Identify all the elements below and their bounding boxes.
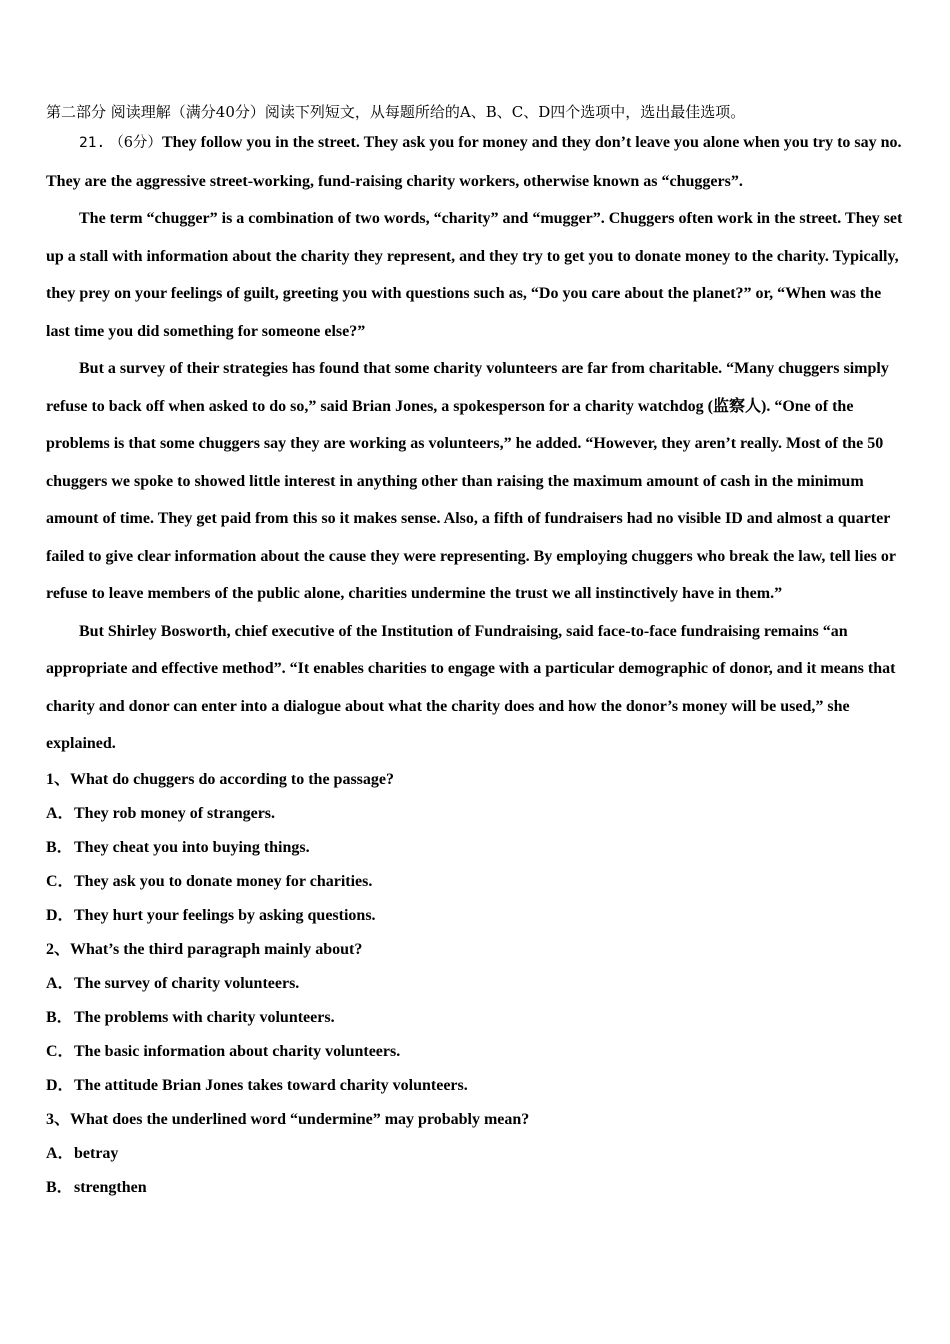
- option-text: betray: [74, 1144, 119, 1162]
- question-2-option-c: [46, 1035, 904, 1069]
- paragraph-1-text: They follow you in the street. They ask you for money and they don’t leave you alone when you try to say no. They are the aggressive street-working, fund-raising charity workers, otherwise known as “chuggers”.: [46, 134, 902, 190]
- question-2-option-a: [46, 967, 904, 1001]
- question-2-option-b: [46, 1001, 904, 1035]
- question-3-stem: 3、What does the underlined word “undermine” may probably mean?: [46, 1110, 530, 1128]
- option-letter: C．: [46, 872, 74, 890]
- question-1-option-c: [46, 865, 904, 899]
- option-text: The attitude Brian Jones takes toward charity volunteers.: [74, 1076, 468, 1094]
- option-text: They hurt your feelings by asking questions.: [74, 906, 376, 924]
- option-text: The basic information about charity volunteers.: [74, 1042, 401, 1060]
- passage-paragraph-1: [46, 124, 904, 200]
- question-number: 21.: [79, 135, 106, 151]
- option-text: They rob money of strangers.: [74, 804, 276, 822]
- option-letter: C．: [46, 1042, 74, 1060]
- passage-paragraph-2: The term “chugger” is a combination of two words, “charity” and “mugger”. Chuggers often work in the street. They set up a stall with information about the charity they represent, and they try to get you to donate money to the charity. Typically, they prey on your feelings of guilt, greeting you with questions such as, “Do you care about the planet?” or, “When was the last time you did something for someone else?”: [46, 210, 903, 340]
- document-page: [46, 100, 904, 1205]
- option-letter: B．: [46, 1008, 73, 1026]
- question-3-option-b: [46, 1171, 904, 1205]
- question-2-option-d: [46, 1069, 904, 1103]
- option-letter: D．: [46, 906, 74, 924]
- question-1-option-a: [46, 797, 904, 831]
- option-letter: A．: [46, 804, 74, 822]
- passage-paragraph-3: But a survey of their strategies has found that some charity volunteers are far from charitable. “Many chuggers simply refuse to back off when asked to do so,” said Brian Jones, a spokesperson for a charity watchdog (监察人). “One of the problems is that some chuggers say they are working as volunteers,” he added. “However, they aren’t really. Most of the 50 chuggers we spoke to showed little interest in anything other than raising the maximum amount of cash in the minimum amount of time. They get paid from this so it makes sense. Also, a fifth of fundraisers had no visible ID and almost a quarter failed to give clear information about the cause they were representing. By employing chuggers who break the law, tell lies or refuse to leave members of the public alone, charities undermine the trust we all instinctively have in them.”: [46, 360, 896, 602]
- question-points: （6分）: [109, 135, 162, 151]
- option-letter: B．: [46, 1178, 73, 1196]
- question-1-option-b: [46, 831, 904, 865]
- option-text: The problems with charity volunteers.: [74, 1008, 335, 1026]
- option-text: strengthen: [74, 1178, 147, 1196]
- passage-paragraph-4: But Shirley Bosworth, chief executive of the Institution of Fundraising, said face-to-face fundraising remains “an appropriate and effective method”. “It enables charities to engage with a particular demographic of donor, and it means that charity and donor can enter into a dialogue about what the charity does and how the donor’s money will be used,” she explained.: [46, 622, 896, 752]
- question-1-option-d: [46, 899, 904, 933]
- option-letter: D．: [46, 1076, 74, 1094]
- question-3-option-a: [46, 1137, 904, 1171]
- question-2-stem: 2、What’s the third paragraph mainly about?: [46, 940, 363, 958]
- option-letter: A．: [46, 974, 74, 992]
- option-text: The survey of charity volunteers.: [74, 974, 300, 992]
- option-text: They cheat you into buying things.: [74, 838, 310, 856]
- option-letter: A．: [46, 1144, 74, 1162]
- option-letter: B．: [46, 838, 73, 856]
- section-header: 第二部分 阅读理解（满分40分）阅读下列短文，从每题所给的A、B、C、D四个选项中，选出最佳选项。: [46, 103, 746, 121]
- option-text: They ask you to donate money for charities.: [74, 872, 373, 890]
- question-1-stem: 1、What do chuggers do according to the passage?: [46, 770, 395, 788]
